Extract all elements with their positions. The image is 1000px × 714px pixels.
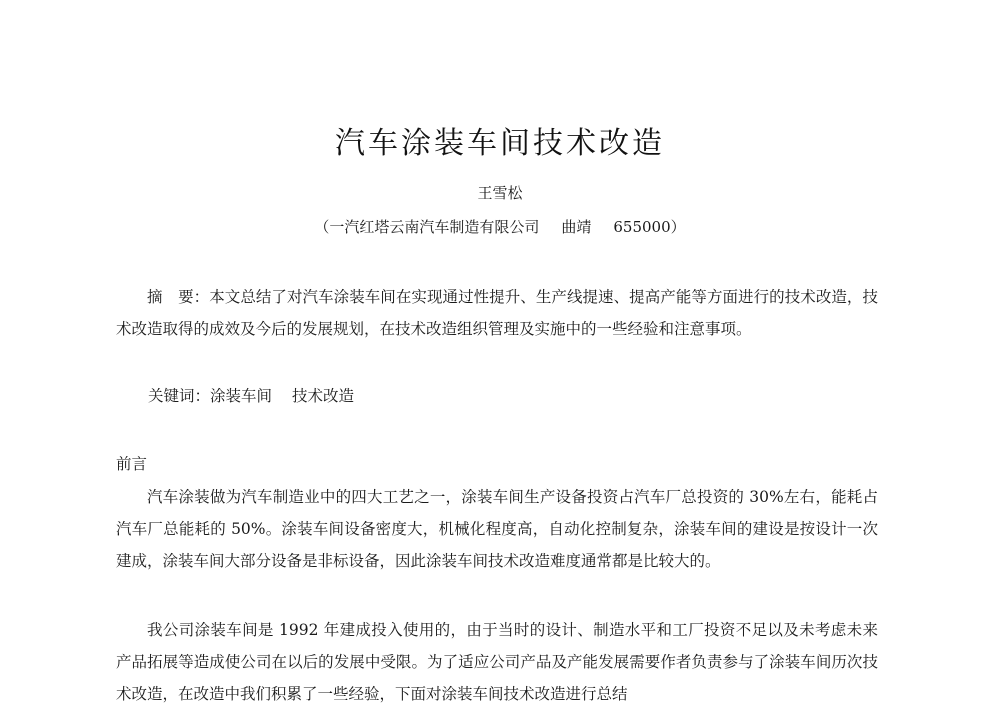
keywords-line [148,380,848,412]
body-paragraph: 我公司涂装车间是 1992 年建成投入使用的，由于当时的设计、制造水平和工厂投资不足以及未考虑未来产品拓展等造成使公司在以后的发展中受限。为了适应公司产品及产能发展需要作者负责参与了涂装车间历次技术改造，在改造中我们积累了一些经验，下面对涂装车间技术改造进行总结 [116,621,878,703]
paper-title: 汽车涂装车间技术改造 [335,126,665,161]
keywords-label: 关键词： [148,387,211,405]
author-name: 王雪松 [477,184,523,202]
affiliation-org: （一汽红塔云南汽车制造有限公司 [314,218,540,236]
section-heading: 前言 [116,455,148,473]
abstract-paragraph [116,281,878,345]
affiliation-city: 曲靖 [561,218,592,236]
abstract-text: 本文总结了对汽车涂装车间在实现通过性提升、生产线提速、提高产能等方面进行的技术改造，技术改造取得的成效及今后的发展规划，在技术改造组织管理及实施中的一些经验和注意事项。 [116,288,878,338]
keyword-item: 涂装车间 [210,387,273,405]
affiliation-postcode: 655000） [613,218,686,236]
body-paragraph: 汽车涂装做为汽车制造业中的四大工艺之一，涂装车间生产设备投资占汽车厂总投资的 30%左右，能耗占汽车厂总能耗的 50%。涂装车间设备密度大，机械化程度高，自动化控制复杂，涂装车间的建设是按设计一次建成，涂装车间大部分设备是非标设备，因此涂装车间技术改造难度通常都是比较大的。 [116,488,878,570]
author-affiliation [0,215,1000,239]
keyword-item: 技术改造 [292,387,355,405]
abstract-label: 摘 要： [147,288,210,306]
